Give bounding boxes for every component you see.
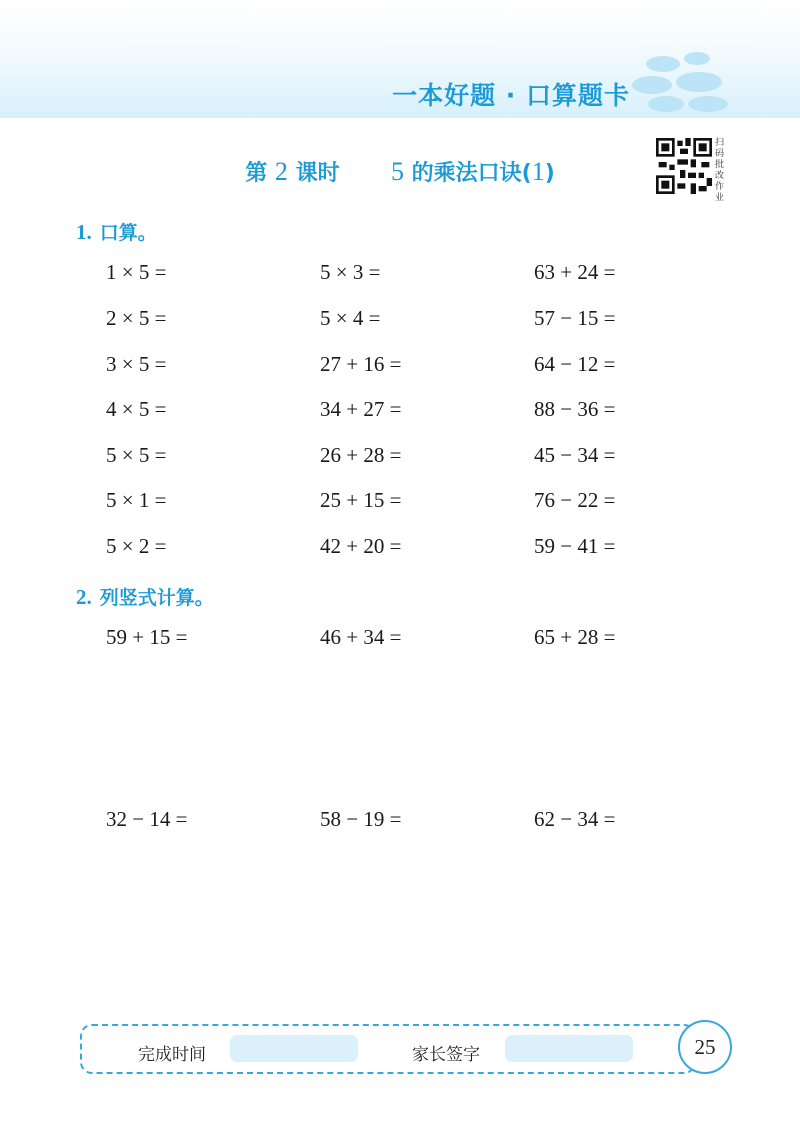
problem: 5 × 1 = — [106, 488, 167, 512]
problem: 76 − 22 = — [534, 488, 616, 512]
section-1-number: 1. — [76, 220, 92, 244]
section-2-number: 2. — [76, 585, 92, 609]
page-number: 25 — [678, 1020, 732, 1074]
problem: 34 + 27 = — [320, 397, 402, 421]
problem: 59 + 15 = — [106, 625, 188, 649]
cloud-decoration-icon — [628, 50, 738, 120]
problem: 58 − 19 = — [320, 807, 402, 831]
problem: 42 + 20 = — [320, 534, 402, 558]
problem: 1 × 5 = — [106, 260, 167, 284]
problem: 2 × 5 = — [106, 306, 167, 330]
problem: 59 − 41 = — [534, 534, 616, 558]
section-2-heading — [76, 583, 214, 610]
problem: 32 − 14 = — [106, 807, 188, 831]
problem: 5 × 3 = — [320, 260, 381, 284]
topic-end-number: 1 — [531, 157, 545, 186]
problem: 5 × 4 = — [320, 306, 381, 330]
problem: 57 − 15 = — [534, 306, 616, 330]
section-1-title: 口算。 — [99, 222, 157, 244]
problem: 27 + 16 = — [320, 352, 402, 376]
section-2-title: 列竖式计算。 — [99, 587, 214, 609]
lesson-topic: 的乘法口诀( — [411, 161, 532, 186]
problem: 45 − 34 = — [534, 443, 616, 467]
lesson-mid: 课时 — [295, 161, 340, 186]
lesson-prefix: 第 — [245, 161, 268, 186]
parent-signature-field[interactable] — [505, 1035, 633, 1062]
completion-time-field[interactable] — [230, 1035, 358, 1062]
parent-signature-label: 家长签字 — [412, 1045, 480, 1065]
qr-caption: 扫码批改作业 — [715, 138, 725, 203]
lesson-topic-end: ) — [544, 161, 555, 186]
problem: 4 × 5 = — [106, 397, 167, 421]
section-1-heading — [76, 218, 157, 245]
problem: 62 − 34 = — [534, 807, 616, 831]
problem: 25 + 15 = — [320, 488, 402, 512]
book-title: 一本好题 · 口算题卡 — [392, 81, 630, 110]
problem: 5 × 2 = — [106, 534, 167, 558]
problem: 64 − 12 = — [534, 352, 616, 376]
problem: 3 × 5 = — [106, 352, 167, 376]
problem: 63 + 24 = — [534, 260, 616, 284]
completion-time-label: 完成时间 — [138, 1045, 206, 1065]
qr-code-icon[interactable] — [656, 138, 712, 194]
lesson-number: 2 — [274, 157, 288, 186]
problem: 5 × 5 = — [106, 443, 167, 467]
problem: 88 − 36 = — [534, 397, 616, 421]
problem: 26 + 28 = — [320, 443, 402, 467]
problem: 46 + 34 = — [320, 625, 402, 649]
problem: 65 + 28 = — [534, 625, 616, 649]
topic-number: 5 — [390, 157, 404, 186]
